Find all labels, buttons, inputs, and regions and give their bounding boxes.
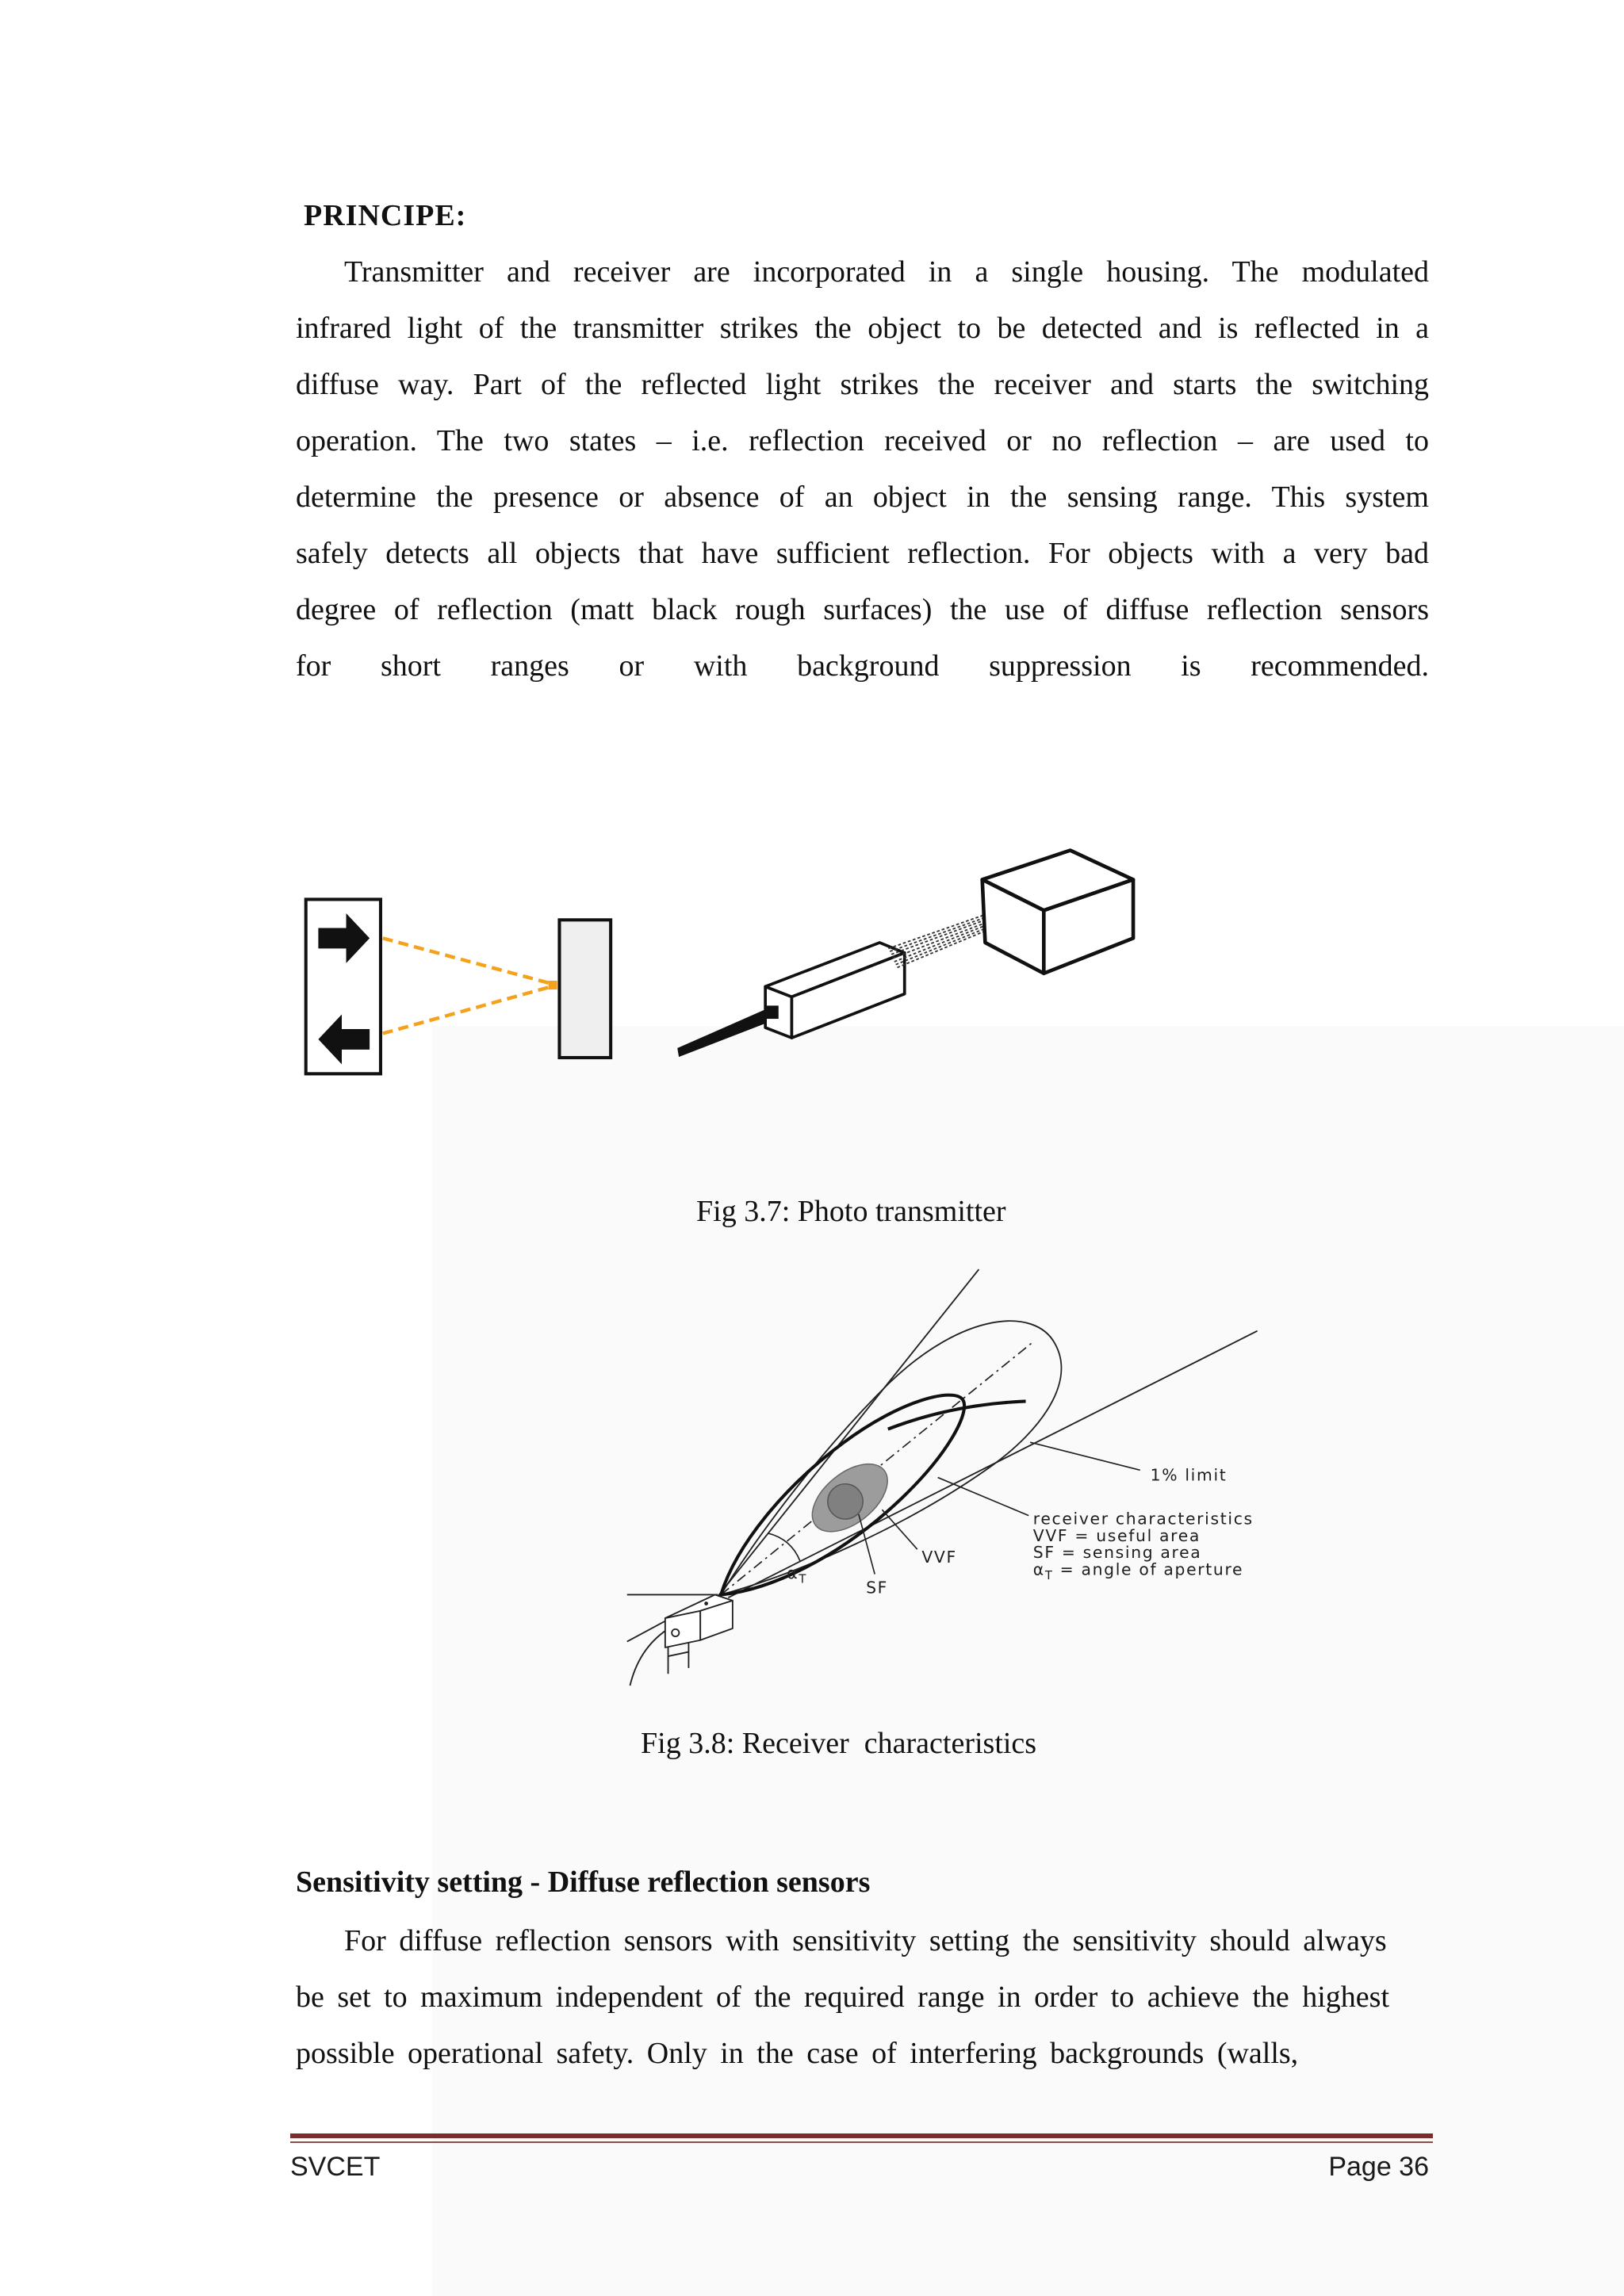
one-percent-limit-label: 1% limit	[1150, 1464, 1228, 1484]
sensor-cable	[677, 1010, 769, 1057]
principle-heading: PRINCIPE:	[304, 199, 467, 232]
reflected-beam	[382, 986, 551, 1033]
sensor-connector	[767, 1005, 779, 1019]
paragraph-line: be set to maximum independent of the required range in order to achieve the highest	[296, 1980, 1390, 2014]
figure-3-8-diagram	[615, 1261, 1312, 1693]
legend-line: VVF = useful area	[1033, 1525, 1201, 1545]
paragraph-line: diffuse way. Part of the reflected light strikes the receiver and starts the switching	[296, 368, 1429, 401]
legend-line: $\alpha_T$ = angle of aperture	[1033, 1559, 1244, 1582]
paragraph-line: operation. The two states – i.e. reflection received or no reflection – are used to	[296, 424, 1429, 457]
beam-spot	[548, 981, 557, 989]
receiver-sensor	[627, 1594, 733, 1686]
diagram-legend	[1033, 1509, 1254, 1582]
aperture-angle-label: $\alpha_T$	[787, 1563, 808, 1586]
principle-paragraph	[296, 244, 1429, 695]
diffuse-sensor-schematic	[305, 899, 610, 1073]
target-object	[559, 920, 611, 1058]
paragraph-line: possible operational safety. Only in the case of interfering backgrounds (walls,	[296, 2037, 1299, 2070]
sensitivity-paragraph	[296, 1913, 1429, 2082]
sensor-illustration	[677, 850, 1133, 1057]
paragraph-line: degree of reflection (matt black rough surfaces) the use of diffuse reflection sensors	[296, 593, 1429, 626]
footer-rule-thin	[290, 2141, 1433, 2143]
paragraph-line: safely detects all objects that have sufficient reflection. For objects with a very bad	[296, 537, 1429, 570]
sf-label: SF	[866, 1578, 889, 1598]
paragraph-line: Transmitter and receiver are incorporated in a single housing. The modulated	[344, 255, 1429, 289]
footer-institution: SVCET	[290, 2152, 381, 2182]
figure-3-7-caption: Fig 3.7: Photo transmitter	[696, 1195, 1006, 1228]
paragraph-line: determine the presence or absence of an object in the sensing range. This system	[296, 480, 1429, 514]
vvf-label: VVF	[921, 1547, 958, 1567]
emitted-beam	[382, 938, 551, 983]
legend-line: SF = sensing area	[1033, 1542, 1202, 1562]
target-cube	[982, 850, 1132, 973]
sensitivity-heading: Sensitivity setting - Diffuse reflection sensors	[296, 1866, 871, 1899]
legend-line: receiver characteristics	[1033, 1509, 1254, 1529]
footer-rule-thick	[290, 2133, 1433, 2138]
figure-3-8-caption: Fig 3.8: Receiver characteristics	[641, 1727, 1037, 1760]
figure-3-7-diagram	[293, 836, 1143, 1093]
paragraph-line: For diffuse reflection sensors with sensitivity setting the sensitivity should always	[344, 1924, 1387, 1957]
aperture-angle-arc	[768, 1533, 801, 1560]
paragraph-line: infrared light of the transmitter strikes the object to be detected and is reflected in a	[296, 312, 1429, 345]
page-number: Page 36	[1328, 2152, 1429, 2182]
paragraph-line: for short ranges or with background suppression is recommended.	[296, 649, 1429, 683]
